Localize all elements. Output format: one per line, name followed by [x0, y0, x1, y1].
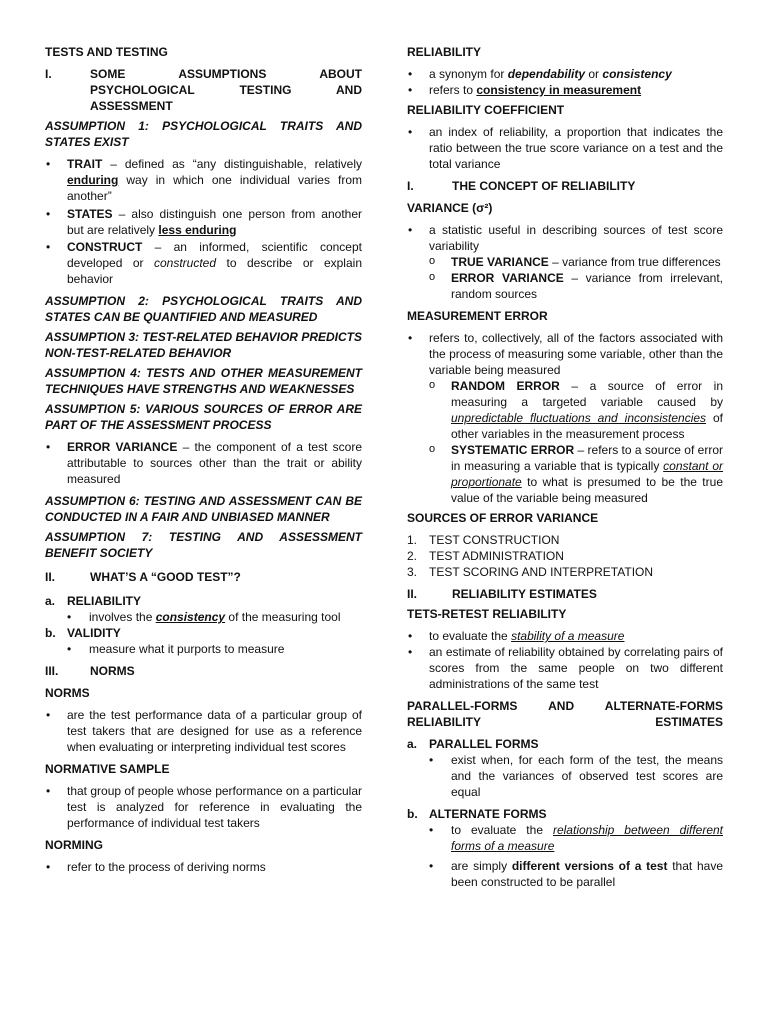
- parallel-forms-item: • exist when, for each form of the test, the means and the variances of observed test scores are equal: [407, 752, 723, 800]
- left-column: [45, 44, 362, 875]
- assumption-7: ASSUMPTION 7: TESTING AND ASSESSMENT BENEFIT SOCIETY: [45, 530, 362, 560]
- systematic-error-item: o SYSTEMATIC ERROR – refers to a source of error in measuring a variable that is typically constant or proportionate to what is presumed to be the true value of the variable being measured: [407, 442, 723, 506]
- assumption-2: ASSUMPTION 2: PSYCHOLOGICAL TRAITS AND STATES CAN BE QUANTIFIED AND MEASURED: [45, 294, 362, 324]
- measurement-error-list: [407, 330, 723, 506]
- alternate-forms-item-2: • are simply different versions of a test that have been constructed to be parallel: [407, 858, 723, 890]
- reliability-list: [45, 609, 362, 625]
- error-variance-item: o ERROR VARIANCE – variance from irrelevant, random sources: [407, 270, 723, 302]
- parallel-forms-list: [407, 752, 723, 800]
- validity-list: [45, 641, 362, 657]
- error-variance-item: • ERROR VARIANCE – the component of a test score attributable to sources other than the trait or ability measured: [45, 439, 362, 487]
- section-ii-good-test: II. WHAT’S A “GOOD TEST”?: [45, 570, 241, 584]
- sources-error-list: [407, 532, 723, 580]
- trait-item: • TRAIT – defined as “any distinguishable, relatively enduring way in which one individual varies from another”: [45, 156, 362, 204]
- variance-item: • a statistic useful in describing sources of test score variability: [407, 222, 723, 254]
- reliability-item: • involves the consistency of the measuring tool: [45, 609, 362, 625]
- norms-item: • are the test performance data of a particular group of test takers that are designed for use as a reference when evaluating or interpreting individual test scores: [45, 707, 362, 755]
- variance-heading: VARIANCE (σ²): [407, 201, 493, 215]
- assumption-1-list: [45, 156, 362, 287]
- reliability-subhead: a. RELIABILITY: [45, 594, 141, 608]
- alternate-forms-item-1: • to evaluate the relationship between different forms of a measure: [407, 822, 723, 854]
- normative-sample-heading: NORMATIVE SAMPLE: [45, 762, 170, 776]
- sources-error-heading: SOURCES OF ERROR VARIANCE: [407, 511, 599, 525]
- normative-sample-item: • that group of people whose performance on a particular test is analyzed for reference in evaluating the performance of individual test takers: [45, 783, 362, 831]
- assumption-6: ASSUMPTION 6: TESTING AND ASSESSMENT CAN BE CONDUCTED IN A FAIR AND UNBIASED MANNER: [45, 494, 362, 524]
- test-retest-item-2: • an estimate of reliability obtained by correlating pairs of scores from the same people on two different administrations of the same test: [407, 644, 723, 692]
- random-error-item: o RANDOM ERROR – a source of error in measuring a targeted variable caused by unpredictable fluctuations and inconsistencies of other variables in the measurement process: [407, 378, 723, 442]
- alternate-forms-list: [407, 822, 723, 890]
- assumption-3: ASSUMPTION 3: TEST-RELATED BEHAVIOR PREDICTS NON-TEST-RELATED BEHAVIOR: [45, 330, 362, 360]
- true-variance-item: o TRUE VARIANCE – variance from true differences: [407, 254, 723, 270]
- list-item: 1. TEST CONSTRUCTION: [407, 533, 560, 547]
- validity-subhead: b. VALIDITY: [45, 626, 121, 640]
- parallel-forms-heading: PARALLEL-FORMS AND ALTERNATE-FORMS RELIABILITY ESTIMATES: [407, 699, 723, 729]
- alternate-forms-subhead: b. ALTERNATE FORMS: [407, 807, 547, 821]
- variance-list: [407, 222, 723, 302]
- section-ii-estimates: II. RELIABILITY ESTIMATES: [407, 587, 597, 601]
- assumption-5-list: [45, 439, 362, 487]
- right-column: [407, 44, 723, 890]
- reliability-coefficient-item: • an index of reliability, a proportion that indicates the ratio between the true score variance on a test and the total variance: [407, 124, 723, 172]
- assumption-5: ASSUMPTION 5: VARIOUS SOURCES OF ERROR ARE PART OF THE ASSESSMENT PROCESS: [45, 402, 362, 432]
- measurement-error-item: • refers to, collectively, all of the factors associated with the process of measuring some variable, other than the variable being measured: [407, 330, 723, 378]
- parallel-forms-subhead: a. PARALLEL FORMS: [407, 737, 539, 751]
- test-retest-item-1: • to evaluate the stability of a measure: [407, 628, 723, 644]
- norming-heading: NORMING: [45, 838, 103, 852]
- section-i-assumptions: I. SOME ASSUMPTIONS ABOUT PSYCHOLOGICAL TESTING AND ASSESSMENT: [45, 67, 362, 113]
- normative-sample-list: [45, 783, 362, 831]
- validity-item: • measure what it purports to measure: [45, 641, 362, 657]
- list-item: 3. TEST SCORING AND INTERPRETATION: [407, 565, 654, 579]
- measurement-error-heading: MEASUREMENT ERROR: [407, 309, 548, 323]
- norming-list: [45, 859, 362, 875]
- assumption-1: ASSUMPTION 1: PSYCHOLOGICAL TRAITS AND STATES EXIST: [45, 119, 362, 149]
- norming-item: • refer to the process of deriving norms: [45, 859, 362, 875]
- section-iii-norms: III. NORMS: [45, 664, 135, 678]
- reliability-coefficient-heading: RELIABILITY COEFFICIENT: [407, 103, 565, 117]
- reliability-synonym-item: • a synonym for dependability or consistency: [407, 66, 723, 82]
- section-i-concept: I. THE CONCEPT OF RELIABILITY: [407, 179, 636, 193]
- states-item: • STATES – also distinguish one person from another but are relatively less enduring: [45, 206, 362, 238]
- reliability-heading: RELIABILITY: [407, 45, 481, 59]
- doc-title: TESTS AND TESTING: [45, 45, 168, 59]
- reliability-def-list: [407, 66, 723, 98]
- test-retest-heading: TETS-RETEST RELIABILITY: [407, 607, 567, 621]
- norms-heading: NORMS: [45, 686, 90, 700]
- test-retest-list: [407, 628, 723, 692]
- assumption-4: ASSUMPTION 4: TESTS AND OTHER MEASUREMENT TECHNIQUES HAVE STRENGTHS AND WEAKNESSES: [45, 366, 362, 396]
- norms-list: [45, 707, 362, 755]
- list-item: 2. TEST ADMINISTRATION: [407, 549, 564, 563]
- reliability-coefficient-list: [407, 124, 723, 172]
- construct-item: • CONSTRUCT – an informed, scientific concept developed or constructed to describe or explain behavior: [45, 239, 362, 287]
- reliability-refers-item: • refers to consistency in measurement: [407, 82, 723, 98]
